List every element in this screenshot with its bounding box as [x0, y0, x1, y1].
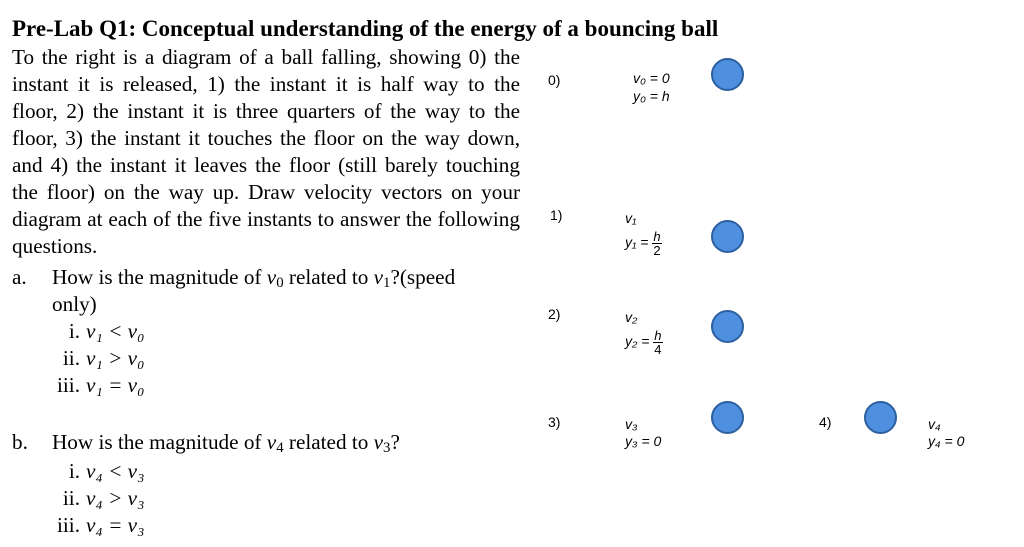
instant-1-position: y₁ = $\frac{h}{2}$	[625, 228, 661, 258]
instant-3-velocity: v₃	[625, 416, 638, 432]
intro-paragraph: To the right is a diagram of a ball falling, showing 0) the instant it is released, 1) the instant it is half way to the floor, 2) the instant it is three quarters of the way to the floor, 3) the instant it touches the floor on the way down, and 4) the instant it leaves the floor (still barely touching the floor) on the way up. Draw velocity vectors on your diagram at each of the five instants to answer the following questions.	[12, 45, 520, 258]
instant-3-position: y₃ = 0	[625, 433, 662, 449]
question-a-text-1: How is the magnitude of	[52, 265, 262, 289]
instant-4-position: y₄ = 0	[928, 433, 965, 449]
option-number: i.	[68, 459, 80, 483]
ball-instant-3	[711, 401, 744, 434]
option-expression: v₄ < v₃	[86, 459, 145, 483]
instant-4-label: 4)	[819, 414, 832, 430]
question-b-var-left: $v_4$	[266, 430, 284, 456]
option-a-iii[interactable]	[44, 372, 144, 399]
question-a-continued: only)	[52, 292, 97, 316]
question-b-label: b.	[12, 430, 28, 454]
page-title: Pre-Lab Q1: Conceptual understanding of the energy of a bouncing ball	[12, 16, 719, 41]
option-expression: v₄ > v₃	[86, 486, 145, 510]
ball-instant-2	[711, 310, 744, 343]
instant-1-velocity: v₁	[625, 210, 637, 226]
option-expression: v₁ > v₀	[86, 346, 145, 370]
instant-2-velocity: v₂	[625, 309, 638, 325]
option-a-ii[interactable]	[44, 345, 144, 372]
question-a	[12, 264, 455, 291]
question-a-var-right: $v_1$	[373, 265, 391, 291]
ball-instant-0	[711, 58, 744, 91]
ball-instant-4	[864, 401, 897, 434]
option-number: iii.	[57, 513, 80, 537]
option-number: ii.	[62, 486, 80, 510]
question-b-text-2: related to	[288, 430, 369, 454]
option-expression: v₄ = v₃	[86, 513, 145, 537]
question-a-var-left: $v_0$	[266, 265, 284, 291]
question-b-var-right: $v_3$	[373, 430, 391, 456]
option-b-iii[interactable]	[44, 512, 144, 539]
instant-4-velocity: v₄	[928, 416, 941, 432]
instant-2-label: 2)	[548, 306, 561, 322]
option-expression: v₁ = v₀	[86, 373, 145, 397]
instant-1-label: 1)	[550, 207, 563, 223]
option-number: ii.	[62, 346, 80, 370]
ball-instant-1	[711, 220, 744, 253]
instant-0-position: y₀ = h	[633, 88, 670, 104]
instant-3-label: 3)	[548, 414, 561, 430]
fraction-h-over-4: $\frac{h}{4}$	[654, 327, 662, 357]
option-expression: v₁ < v₀	[86, 319, 145, 343]
question-b-text-3: ?	[390, 430, 400, 454]
option-b-ii[interactable]	[44, 485, 144, 512]
question-b-text-1: How is the magnitude of	[52, 430, 262, 454]
question-a-label: a.	[12, 265, 27, 289]
question-a-text-2: related to	[288, 265, 369, 289]
option-b-i[interactable]	[44, 458, 144, 485]
option-number: iii.	[57, 373, 80, 397]
instant-2-position: y₂ = $\frac{h}{4}$	[625, 327, 662, 357]
question-a-text-3: ?(speed	[390, 265, 456, 289]
question-b	[12, 429, 400, 456]
option-a-i[interactable]	[44, 318, 144, 345]
instant-0-velocity: v₀ = 0	[633, 70, 670, 86]
instant-0-label: 0)	[548, 72, 561, 88]
fraction-h-over-2: $\frac{h}{2}$	[653, 228, 661, 258]
option-number: i.	[68, 319, 80, 343]
